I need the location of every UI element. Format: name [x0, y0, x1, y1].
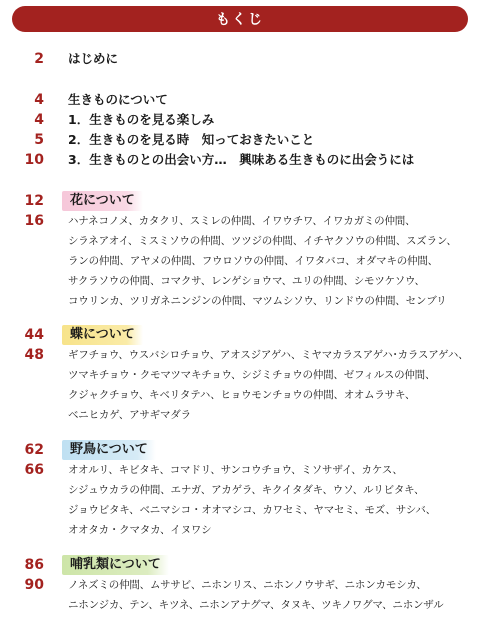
section-title: 花について [62, 191, 143, 211]
page-number: 4 [34, 92, 44, 108]
page-number: 2 [34, 51, 44, 67]
section-heading-flowers[interactable] [0, 191, 480, 211]
page-number: 90 [24, 577, 44, 593]
species-list-line: ジョウビタキ、ベニマシコ・オオマシコ、カワセミ、ヤマセミ、モズ、サシバ、 [68, 504, 436, 516]
species-list-line: シジュウカラの仲間、エナガ、アカゲラ、キクイタダキ、ウソ、ルリビタキ、 [68, 484, 425, 496]
species-list-line: ニホンジカ、テン、キツネ、ニホンアナグマ、タヌキ、ツキノワグマ、ニホンザル [68, 599, 444, 611]
page-number: 62 [24, 442, 44, 458]
page-number: 66 [24, 462, 44, 478]
section-list-flowers [0, 211, 480, 231]
entry-title: はじめに [68, 51, 119, 66]
species-list-line: オオルリ、キビタキ、コマドリ、サンコウチョウ、ミソサザイ、カケス、 [68, 464, 403, 476]
page-number: 16 [24, 213, 44, 229]
page-number: 4 [34, 112, 44, 128]
species-list-line: ギフチョウ、ウスバシロチョウ、アオスジアゲハ、ミヤマカラスアゲハ･カラスアゲハ、 [68, 349, 469, 361]
page-number: 86 [24, 557, 44, 573]
toc-title-bar [12, 6, 468, 32]
toc-entry[interactable] [0, 90, 480, 110]
species-list-line: オオタカ・クマタカ、イヌワシ [68, 524, 212, 536]
section-list-birds [0, 460, 480, 480]
toc-entry[interactable] [0, 110, 480, 130]
species-list-line: ランの仲間、アヤメの仲間、フウロソウの仲間、イワタバコ、オダマキの仲間、 [68, 255, 438, 267]
species-list-line: シラネアオイ、ミスミソウの仲間、ツツジの仲間、イチヤクソウの仲間、スズラン、 [68, 235, 457, 247]
entry-title: 3．生きものとの出会い方… 興味ある生きものに出会うには [68, 152, 415, 167]
species-list-line: ツマキチョウ・クモマツマキチョウ、シジミチョウの仲間、ゼフィルスの仲間、 [68, 369, 436, 381]
section-list-butterflies [0, 345, 480, 365]
species-list-line: ベニヒカゲ、アサギマダラ [68, 409, 191, 421]
species-list-line: サクラソウの仲間、コマクサ、レンゲショウマ、ユリの仲間、シモツケソウ、 [68, 275, 425, 287]
species-list-line: コウリンカ、ツリガネニンジンの仲間、マツムシソウ、リンドウの仲間、センブリ [68, 295, 447, 307]
section-heading-mammals[interactable] [0, 555, 480, 575]
page-number: 10 [24, 152, 44, 168]
entry-title: 1．生きものを見る楽しみ [68, 112, 215, 127]
toc-title: もくじ [216, 12, 264, 28]
page-number: 12 [24, 193, 44, 209]
toc-entry[interactable] [0, 130, 480, 150]
toc-entry[interactable] [0, 49, 480, 69]
species-list-line: ノネズミの仲間、ムササビ、ニホンリス、ニホンノウサギ、ニホンカモシカ、 [68, 579, 427, 591]
toc-entry[interactable] [0, 150, 480, 170]
section-heading-birds[interactable] [0, 440, 480, 460]
section-title: 野鳥について [62, 440, 156, 460]
page-number: 5 [34, 132, 44, 148]
page-number: 48 [24, 347, 44, 363]
page-number: 44 [24, 327, 44, 343]
section-title: 蝶について [62, 325, 143, 345]
section-heading-butterflies[interactable] [0, 325, 480, 345]
entry-title: 生きものについて [68, 92, 168, 107]
entry-title: 2．生きものを見る時 知っておきたいこと [68, 132, 315, 147]
section-list-mammals [0, 575, 480, 595]
section-title: 哺乳類について [62, 555, 169, 575]
species-list-line: ハナネコノメ、カタクリ、スミレの仲間、イワウチワ、イワカガミの仲間、 [68, 215, 416, 227]
species-list-line: クジャクチョウ、キベリタテハ、ヒョウモンチョウの仲間、オオムラサキ、 [68, 389, 416, 401]
